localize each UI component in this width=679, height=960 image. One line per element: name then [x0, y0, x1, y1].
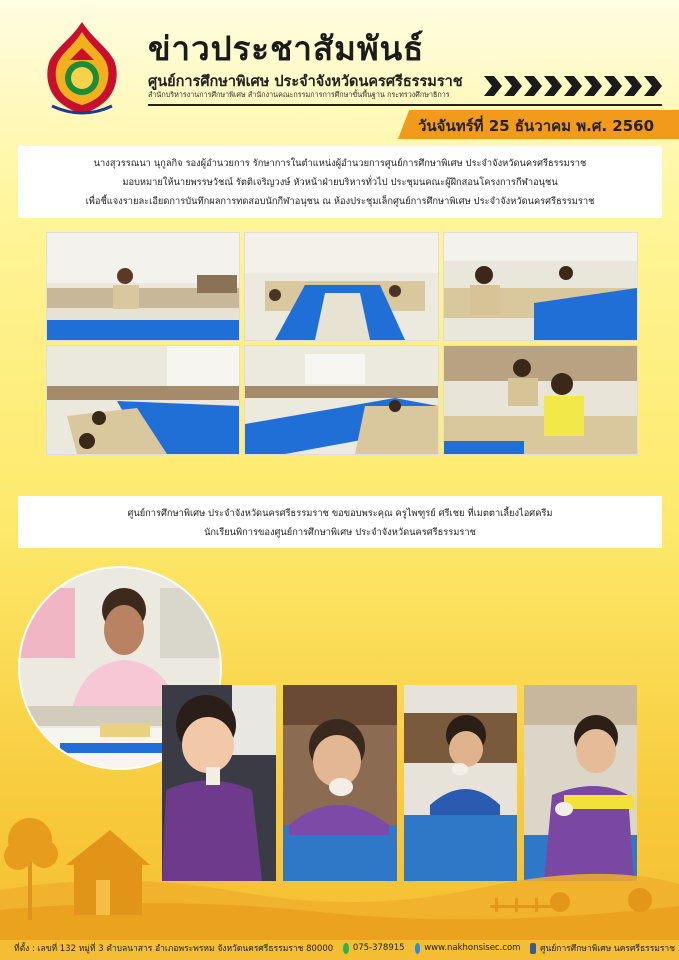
page-title: ข่าวประชาสัมพันธ์ — [148, 29, 425, 68]
org-line: สำนักบริหารงานการศึกษาพิเศษ สำนักงานคณะกรรมการการศึกษาขั้นพื้นฐาน กระทรวงศึกษาธิการ — [148, 90, 450, 99]
meeting-photo — [46, 232, 240, 341]
story2-textbox — [18, 496, 662, 548]
footer-facebook[interactable]: ศูนย์การศึกษาพิเศษ นครศรีธรรมราช — [540, 944, 675, 954]
story1-textbox — [18, 146, 662, 218]
globe-icon — [415, 943, 421, 954]
center-name: ศูนย์การศึกษาพิเศษ ประจำจังหวัดนครศรีธรรมราช — [148, 74, 463, 90]
obec-emblem-logo — [40, 20, 124, 116]
footer-bar — [0, 936, 679, 960]
meeting-photo — [244, 345, 439, 455]
story2-line: ศูนย์การศึกษาพิเศษ ประจำจังหวัดนครศรีธรรมราช ขอขอบพระคุณ ครูไพฑูรย์ ศรีเชย ที่เมตตาเลี้ยงไอศครีม — [127, 508, 553, 519]
footer-phone: 075-378915 — [352, 943, 405, 953]
footer-address: ที่ตั้ง : เลขที่ 132 หมู่ที่ 3 ตำบลนาสาร อำเภอพระพรหม จังหวัดนครศรีธรรมราช 80000 — [14, 944, 334, 954]
story1-line: นางสุวรรณนา นุกูลกิจ รองผู้อำนวยการ รักษาการในตำแหน่งผู้อำนวยการศูนย์การศึกษาพิเศษ ประจำจังหวัดนครศรีธรรมราช — [93, 158, 587, 169]
meeting-photo — [244, 232, 439, 341]
meeting-photo — [46, 345, 240, 455]
chevron-decoration — [484, 76, 662, 96]
meeting-photo — [443, 232, 638, 341]
meeting-photo — [443, 345, 638, 455]
facebook-icon — [530, 943, 536, 954]
footer-website[interactable]: www.nakhonsisec.com — [424, 943, 521, 953]
story1-line: มอบหมายให้นายพรรษวัชณ์ รัตติเจริญวงษ์ หัวหน้าฝ่ายบริหารทั่วไป ประชุมนคณะผู้ฝึกสอนโครงการกีฬาอนุชน — [122, 177, 558, 188]
story1-line: เพื่อชี้แจงรายละเอียดการบันทึกผลการทดสอบนักกีฬาอนุชน ณ ห้องประชุมเล็กศูนย์การศึกษาพิเศษ ประจำจังหวัดนครศรีธรรมราช — [85, 196, 595, 207]
scenery-silhouette — [0, 780, 679, 940]
title-divider — [148, 104, 662, 106]
phone-icon — [343, 943, 349, 954]
story2-line: นักเรียนพิการของศูนย์การศึกษาพิเศษ ประจำจังหวัดนครศรีธรรมราช — [204, 527, 476, 538]
issue-date: วันจันทร์ที่ 25 ธันวาคม พ.ศ. 2560 — [418, 117, 655, 135]
